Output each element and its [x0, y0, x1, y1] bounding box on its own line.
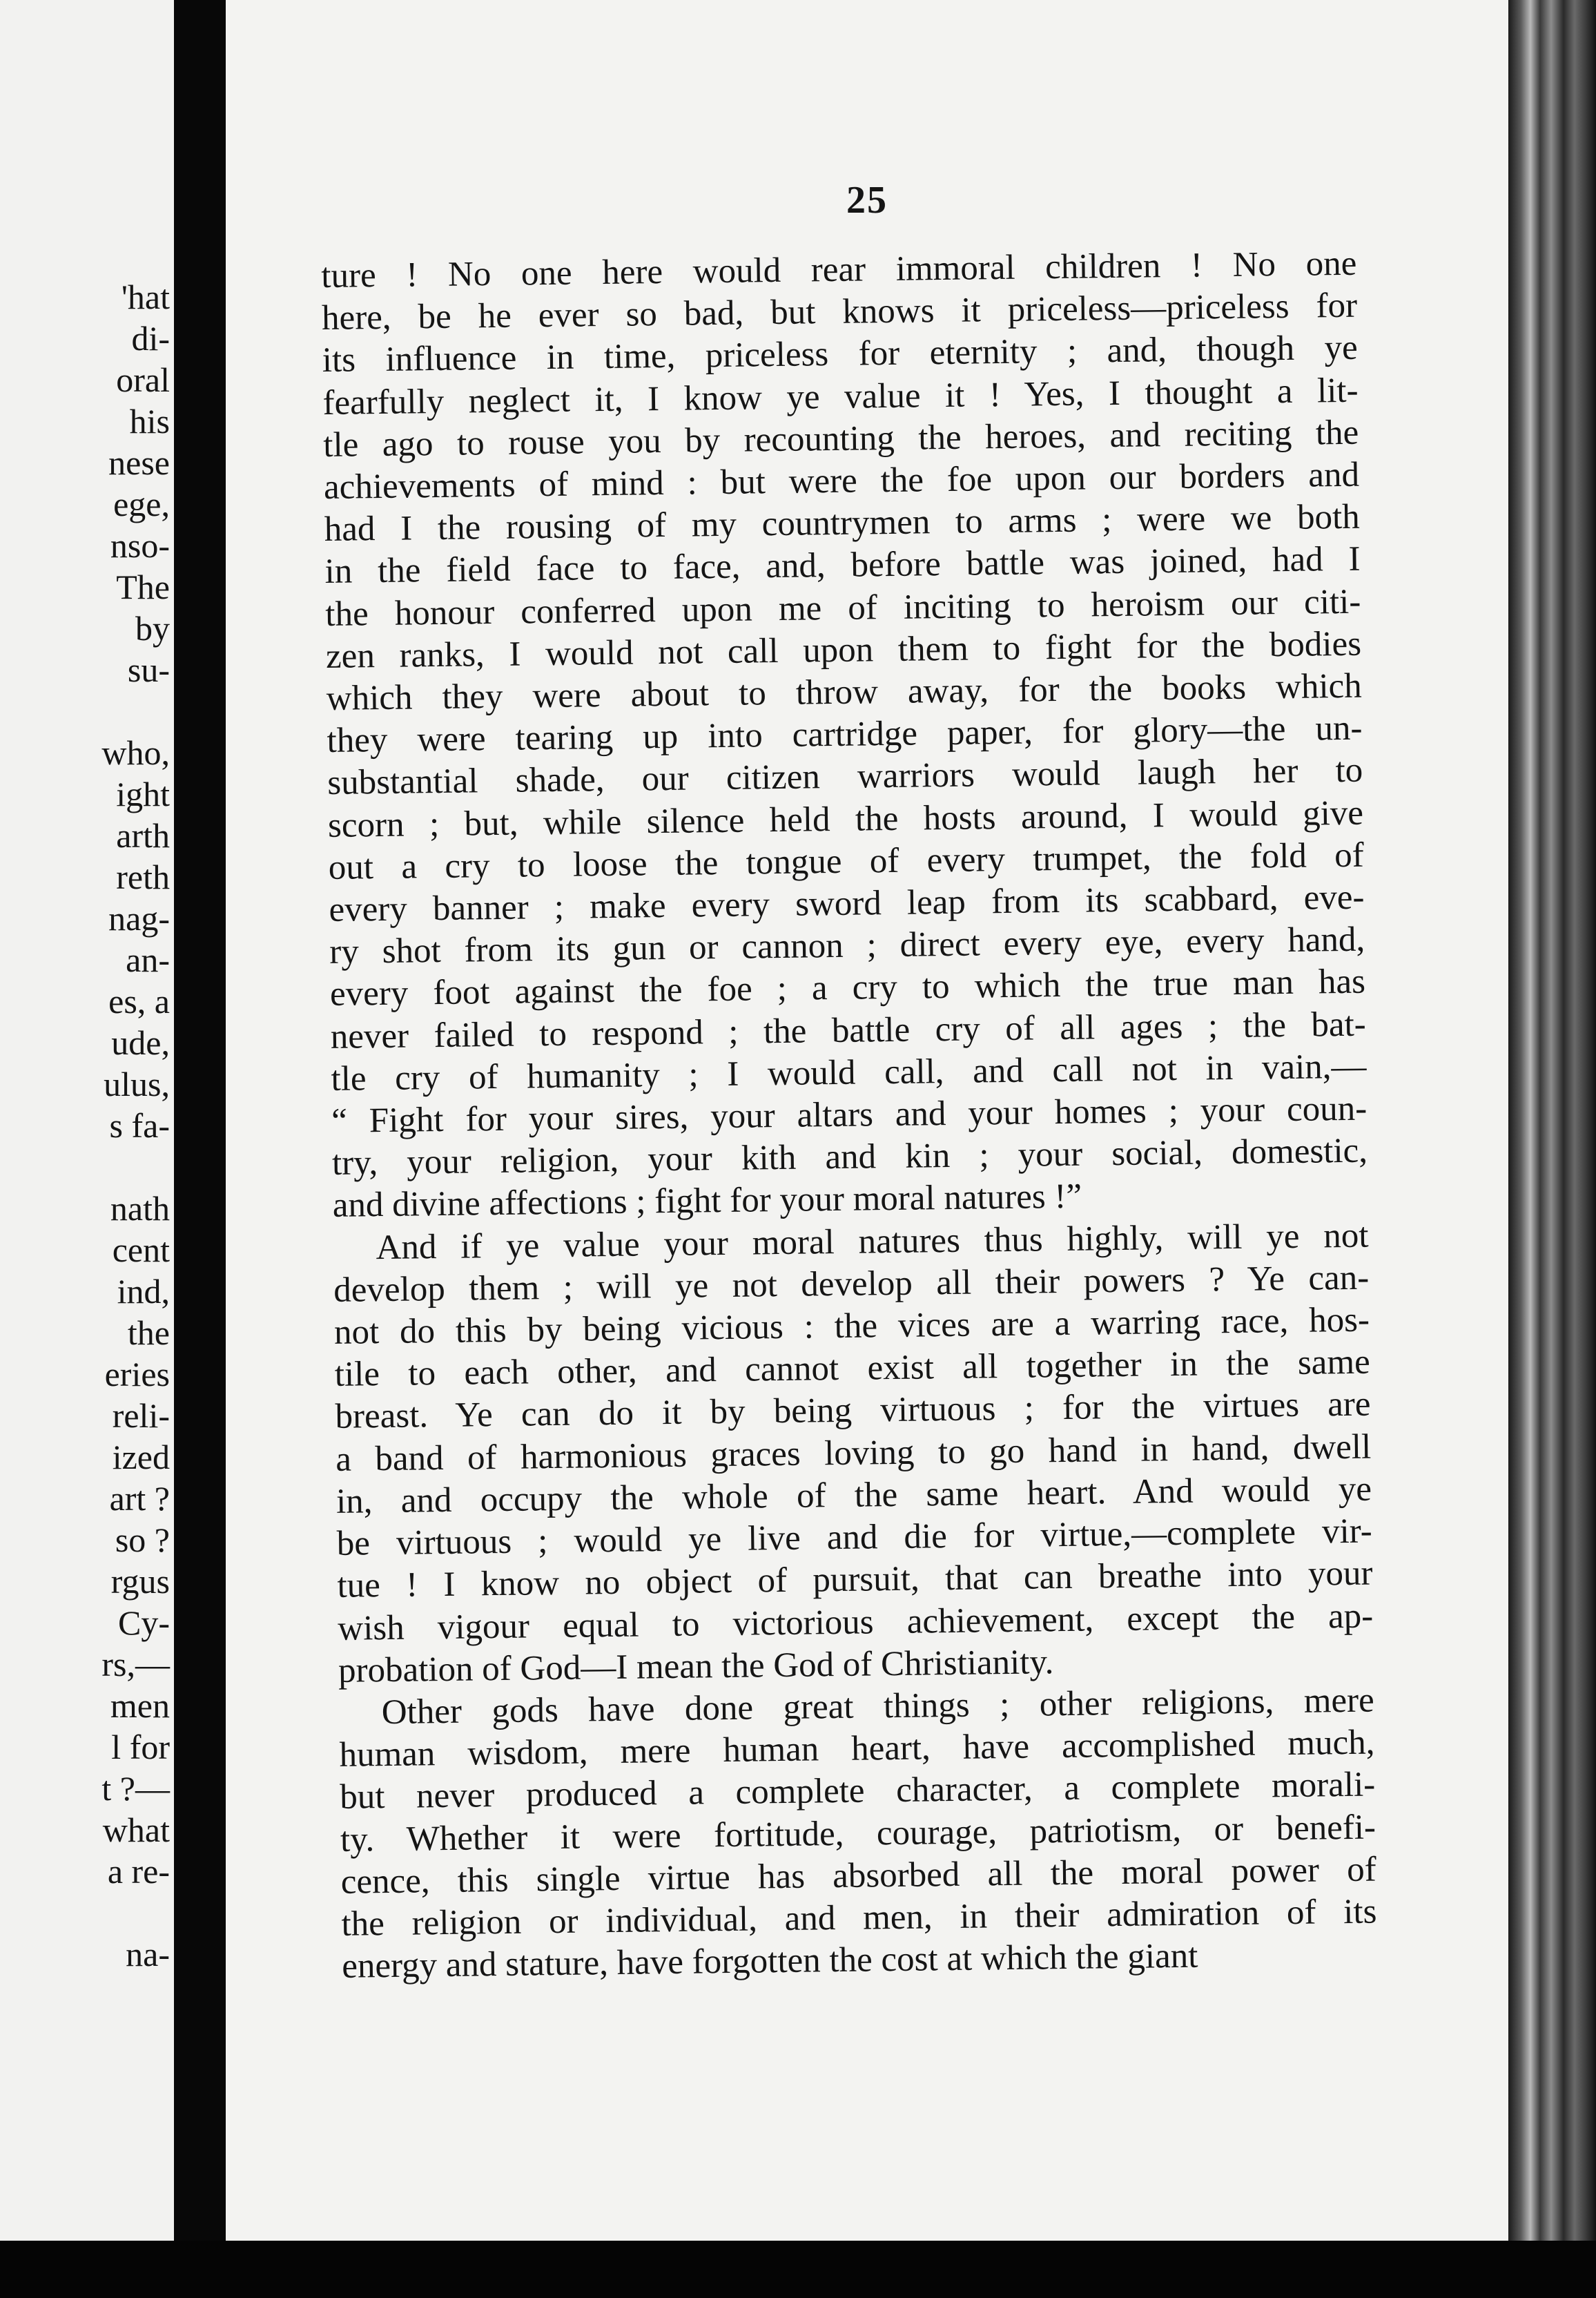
- paragraph: [333, 1215, 1374, 1692]
- text-line: the honour conferred upon me of inciting to heroism our citi-: [325, 582, 1361, 634]
- text-line: tue ! I know no object of pursuit, that can breathe into your: [337, 1554, 1373, 1606]
- left-page-fragment: ized: [112, 1438, 170, 1476]
- text-line: cence, this single virtue has absorbed all the moral power of: [340, 1850, 1377, 1902]
- text-line: zen ranks, I would not call upon them to fight for the bodies: [325, 624, 1362, 676]
- text-line: but never produced a complete character, a complete morali-: [339, 1765, 1376, 1817]
- scan-bottom-border: [0, 2241, 1596, 2298]
- text-line: the religion or individual, and men, in their admiration of its: [341, 1892, 1377, 1944]
- text-line: scorn ; but, while silence held the hosts around, I would give: [327, 793, 1364, 845]
- left-page-fragment: nese: [108, 443, 170, 482]
- left-page-fragment: his: [129, 402, 170, 441]
- text-line: in the field face to face, and, before battle was joined, had I: [324, 540, 1361, 592]
- text-line: try, your religion, your kith and kin ; your social, domestic,: [331, 1131, 1368, 1184]
- left-page-fragment: men: [110, 1686, 170, 1725]
- left-page-fragment: by: [135, 609, 170, 648]
- text-line: not do this by being vicious : the vices are a warring race, hos-: [333, 1300, 1370, 1352]
- text-line: in, and occupy the whole of the same heart. And would ye: [335, 1469, 1372, 1521]
- left-page-fragment: reli-: [112, 1396, 170, 1435]
- left-page-fragment: rs,—: [101, 1645, 170, 1683]
- text-line: human wisdom, mere human heart, have accomplished much,: [339, 1723, 1375, 1775]
- left-page-fragment: na-: [126, 1935, 170, 1973]
- main-page: [226, 0, 1508, 2241]
- left-page-fragment: Cy-: [118, 1603, 170, 1642]
- text-line: they were tearing up into cartridge paper, for glory—the un-: [327, 708, 1363, 761]
- left-page-fragment: so ?: [115, 1520, 170, 1559]
- left-page-fragment: cent: [112, 1230, 170, 1269]
- left-page-fragment: art ?: [109, 1479, 170, 1518]
- page-number: 25: [846, 179, 888, 222]
- text-line: Other gods have done great things ; other religions, mere: [381, 1681, 1375, 1732]
- text-line: achievements of mind : but were the foe upon our borders and: [323, 455, 1360, 507]
- text-line: “ Fight for your sires, your altars and your homes ; your coun-: [331, 1089, 1368, 1141]
- text-line: its influence in time, priceless for eternity ; and, though ye: [322, 329, 1359, 380]
- text-line: had I the rousing of my countrymen to arms ; were we both: [324, 497, 1361, 550]
- text-line: ty. Whether it were fortitude, courage, patriotism, or benefi-: [340, 1808, 1376, 1860]
- text-line: tile to each other, and cannot exist all together in the same: [334, 1342, 1371, 1395]
- left-page-fragment: es, a: [108, 982, 170, 1021]
- left-page-fragment: who,: [101, 733, 170, 772]
- paragraph: [338, 1679, 1377, 1988]
- left-page-fragment: ege,: [113, 485, 170, 523]
- text-line: breast. Ye can do it by being virtuous ; for the virtues are: [335, 1385, 1371, 1437]
- text-line: And if ye value your moral natures thus highly, will ye not: [376, 1216, 1369, 1267]
- left-page-fragment: reth: [116, 858, 170, 896]
- left-page-fragment: ind,: [117, 1272, 170, 1311]
- left-page-fragment: di-: [131, 319, 170, 358]
- left-page-fragment: su-: [127, 650, 170, 689]
- body-text: [321, 243, 1378, 1988]
- left-page-fragment: eries: [104, 1355, 170, 1393]
- left-page-fragment: 'hat: [121, 278, 170, 316]
- text-line: ture ! No one here would rear immoral children ! No one: [321, 244, 1357, 296]
- text-line: every banner ; make every sword leap from its scabbard, eve-: [329, 878, 1365, 929]
- left-page-fragment: a re-: [107, 1852, 170, 1891]
- left-page-fragment: ude,: [111, 1023, 170, 1062]
- left-page-fragment: t ?—: [101, 1769, 170, 1808]
- text-line: probation of God—I mean the God of Christianity.: [338, 1642, 1054, 1690]
- text-line: which they were about to throw away, for the books which: [326, 666, 1363, 718]
- left-page-fragment: arth: [116, 816, 170, 855]
- left-page-fragment: s fa-: [109, 1106, 170, 1145]
- text-line: never failed to respond ; the battle cry of all ages ; the bat-: [330, 1005, 1367, 1056]
- book-gutter: [174, 0, 226, 2298]
- text-line: wish vigour equal to victorious achievement, except the ap-: [337, 1596, 1374, 1648]
- left-page-fragment: The: [116, 568, 170, 606]
- page-edge-block: [1508, 0, 1596, 2298]
- left-page-fragment: the: [127, 1313, 170, 1352]
- left-page-fragment: nag-: [108, 899, 170, 938]
- text-line: out a cry to loose the tongue of every trumpet, the fold of: [328, 836, 1365, 887]
- text-line: be virtuous ; would ye live and die for virtue,—complete vir-: [336, 1512, 1373, 1563]
- left-page-fragment: what: [102, 1811, 170, 1849]
- text-line: ry shot from its gun or cannon ; direct every eye, every hand,: [329, 920, 1365, 972]
- text-line: every foot against the foe ; a cry to which the true man has: [329, 963, 1366, 1014]
- paragraph: [321, 243, 1368, 1228]
- text-line: substantial shade, our citizen warriors would laugh her to: [327, 751, 1363, 803]
- left-page-fragment: an-: [126, 940, 170, 979]
- text-line: tle ago to rouse you by recounting the heroes, and reciting the: [323, 413, 1359, 465]
- left-page-fragment: ight: [116, 775, 170, 813]
- left-page-fragment: nso-: [110, 526, 170, 565]
- text-line: a band of harmonious graces loving to go hand in hand, dwell: [335, 1427, 1372, 1479]
- text-line: fearfully neglect it, I know ye value it ! Yes, I thought a lit-: [322, 371, 1359, 423]
- left-page-fragment: l for: [111, 1728, 170, 1766]
- text-line: here, be he ever so bad, but knows it priceless—priceless for: [321, 286, 1358, 338]
- text-line: energy and stature, have forgotten the cost at which the giant: [341, 1936, 1198, 1986]
- left-page-fragment: ulus,: [104, 1065, 170, 1103]
- left-facing-page: [0, 0, 174, 2241]
- text-line: tle cry of humanity ; I would call, and call not in vain,—: [331, 1047, 1367, 1099]
- text-line: and divine affections ; fight for your moral natures !”: [332, 1177, 1082, 1226]
- left-page-fragment: nath: [110, 1189, 170, 1228]
- left-page-fragment: rgus: [110, 1562, 170, 1601]
- text-line: develop them ; will ye not develop all their powers ? Ye can-: [333, 1258, 1370, 1310]
- left-page-fragment: oral: [116, 360, 170, 399]
